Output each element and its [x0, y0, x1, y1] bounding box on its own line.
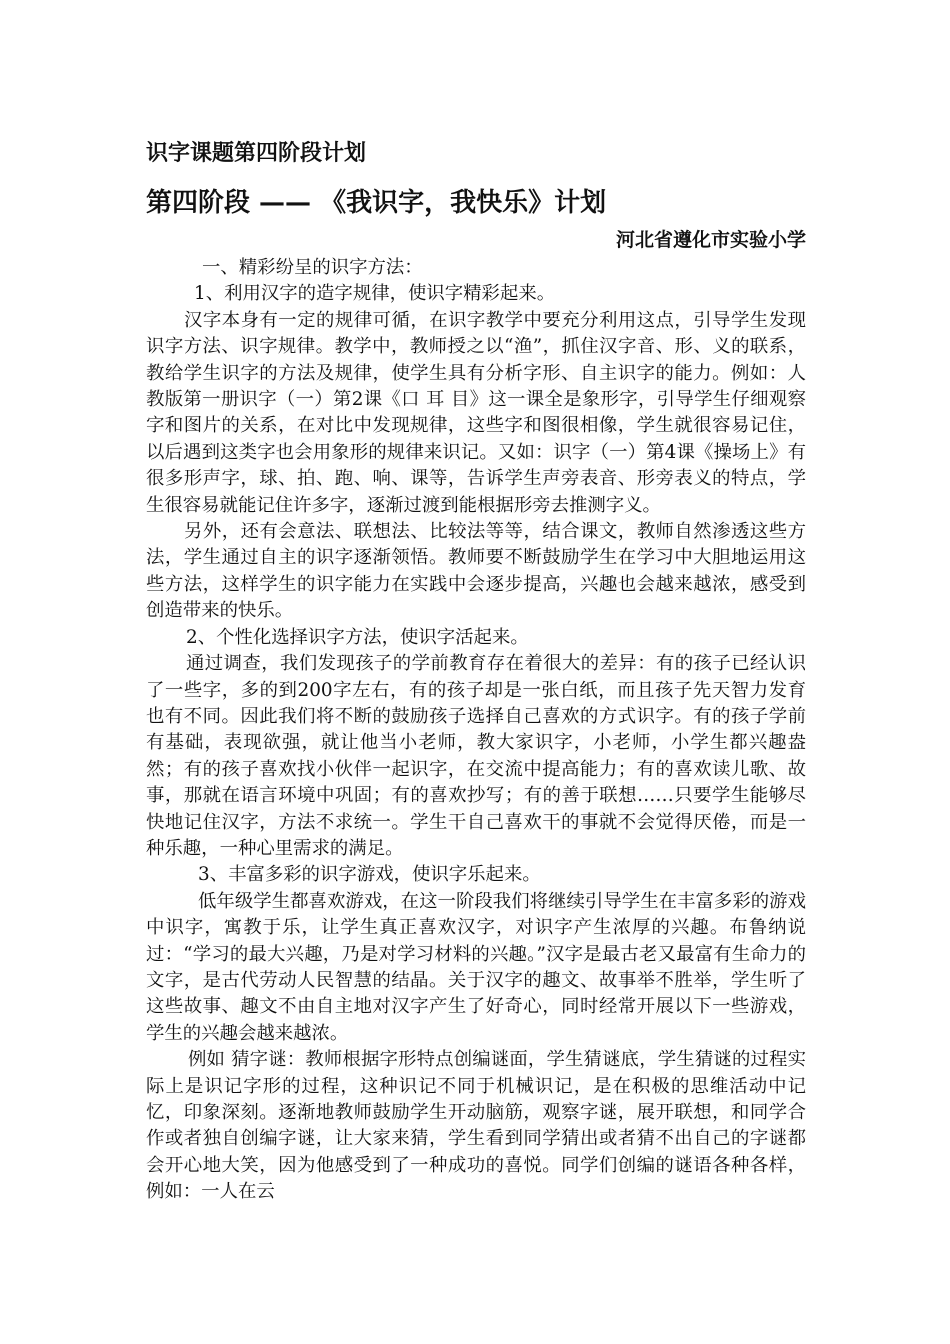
paragraph: 通过调查，我们发现孩子的学前教育存在着很大的差异：有的孩子已经认识了一些字，多的到200字左右，有的孩子却是一张白纸，而且孩子先天智力发育也有不同。因此我们将不断的鼓励孩子选择自己喜欢的方式识字。有的孩子学前有基础，表现欲强，就让他当小老师，教大家识字，小老师，小学生都兴趣盎然；有的孩子喜欢找小伙伴一起识字，在交流中提高能力；有的喜欢读儿歌、故事，那就在语言环境中巩固；有的喜欢抄写；有的善于联想……只要学生能够尽快地记住汉字，方法不求统一。学生干自己喜欢干的事就不会觉得厌倦，而是一种乐趣，一种心里需求的满足。 [146, 653, 806, 859]
paragraph: 另外，还有会意法、联想法、比较法等等，结合课文，教师自然渗透这些方法，学生通过自主的识字逐渐领悟。教师要不断鼓励学生在学习中大胆地运用这些方法，这样学生的识字能力在实践中会逐步提高，兴趣也会越来越浓，感受到创造带来的快乐。 [146, 521, 806, 622]
document-title: 识字课题第四阶段计划 [146, 140, 367, 166]
paragraph: 例如 猜字谜：教师根据字形特点创编谜面，学生猜谜底，学生猜谜的过程实际上是识记字形的过程，这种识记不同于机械识记，是在积极的思维活动中记忆，印象深刻。逐渐地教师鼓励学生开动脑筋，观察字谜，展开联想，和同学合作或者独自创编字谜，让大家来猜，学生看到同学猜出或者猜不出自己的字谜都会开心地大笑，因为他感受到了一种成功的喜悦。同学们创编的谜语各种各样，例如：一人在云 [146, 1049, 806, 1203]
document-author: 河北省遵化市实验小学 [615, 229, 806, 251]
document-body [146, 255, 806, 1206]
paragraph: 低年级学生都喜欢游戏，在这一阶段我们将继续引导学生在丰富多彩的游戏中识字，寓教于乐，让学生真正喜欢汉字，对识字产生浓厚的兴趣。布鲁纳说过：“学习的最大兴趣，乃是对学习材料的兴趣。”汉字是最古老又最富有生命力的文字，是古代劳动人民智慧的结晶。关于汉字的趣文、故事举不胜举，学生听了这些故事、趣文不由自主地对汉字产生了好奇心，同时经常开展以下一些游戏，学生的兴趣会越来越浓。 [146, 890, 806, 1044]
subsection-heading: 2、个性化选择识字方法，使识字活起来。 [186, 626, 529, 648]
subsection-heading: 3、丰富多彩的识字游戏，使识字乐起来。 [198, 864, 541, 886]
paragraph: 汉字本身有一定的规律可循，在识字教学中要充分利用这点，引导学生发现识字方法、识字规律。教学中，教师授之以“渔”，抓住汉字音、形、义的联系，教给学生识字的方法及规律，使学生具有分析字形、自主识字的能力。例如：人教版第一册识字（一）第2课《口 耳 目》这一课全是象形字，引导学生仔细观察字和图片的关系，在对比中发现规律，这些字和图很相像，学生就很容易记住，以后遇到这类字也会用象形的规律来识记。又如：识字（一）第4课《操场上》有很多形声字，球、拍、跑、响、课等，告诉学生声旁表音、形旁表义的特点，学生很容易就能记住许多字，逐渐过渡到能根据形旁去推测字义。 [146, 309, 806, 516]
section-heading: 一、精彩纷呈的识字方法： [202, 257, 423, 278]
document-heading: 第四阶段 —— 《我识字，我快乐》计划 [146, 188, 607, 218]
subsection-heading: 1、利用汉字的造字规律，使识字精彩起来。 [194, 283, 556, 305]
